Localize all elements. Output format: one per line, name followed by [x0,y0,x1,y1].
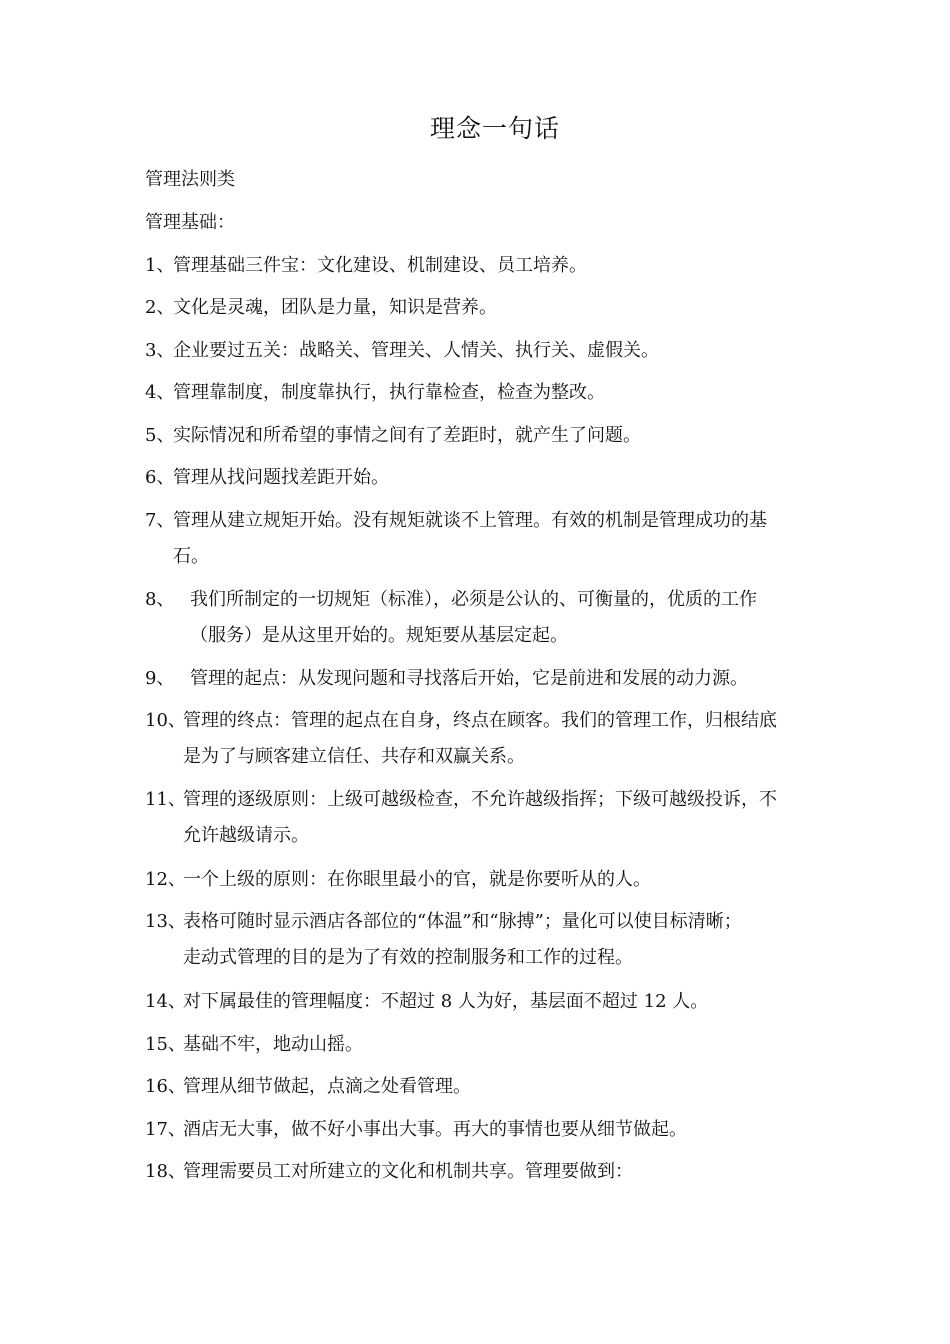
list-item-text: 管理靠制度，制度靠执行，执行靠检查，检查为整改。 [173,382,605,403]
list-item [145,1116,687,1144]
list-item-text: 我们所制定的一切规矩（标准），必须是公认的、可衡量的，优质的工作 [190,589,757,610]
list-item-number: 15、 [145,1034,186,1055]
list-item [145,464,389,492]
list-item [145,379,605,407]
page-title: 理念一句话 [429,114,560,143]
section-heading: 管理法则类 [145,169,235,190]
list-item [145,786,777,850]
list-item [145,252,587,280]
list-item [145,988,708,1016]
list-item [145,1158,633,1186]
list-item-text: 管理从细节做起，点滴之处看管理。 [183,1076,471,1097]
list-item-text: 一个上级的原则：在你眼里最小的官，就是你要听从的人。 [183,869,651,890]
list-item-text: 管理基础三件宝：文化建设、机制建设、员工培养。 [173,255,587,276]
list-item-number: 9、 [145,668,175,689]
list-item-text-continued: 允许越级请示。 [183,825,309,846]
list-item-number: 17、 [145,1119,186,1140]
list-item-text: 企业要过五关：战略关、管理关、人情关、执行关、虚假关。 [173,340,659,361]
list-item-text: 管理从找问题找差距开始。 [173,467,389,488]
list-item-text: 管理的起点：从发现问题和寻找落后开始，它是前进和发展的动力源。 [190,668,748,689]
list-item-number: 5、 [145,425,175,446]
list-item [145,908,742,972]
list-item-text: 酒店无大事，做不好小事出大事。再大的事情也要从细节做起。 [183,1119,687,1140]
list-item-text: 管理的终点：管理的起点在自身，终点在顾客。我们的管理工作，归根结底 [183,710,777,731]
list-item-number: 18、 [145,1161,186,1182]
list-item-number: 4、 [145,382,175,403]
list-item [145,1073,471,1101]
list-item-number: 7、 [145,510,175,531]
list-item-text: 实际情况和所希望的事情之间有了差距时，就产生了问题。 [173,425,641,446]
list-item-number: 13、 [145,911,186,932]
subsection-heading: 管理基础： [145,212,235,233]
list-item [145,586,757,650]
list-item [145,337,659,365]
list-item-text: 对下属最佳的管理幅度：不超过 8 人为好，基层面不超过 12 人。 [183,991,709,1012]
list-item-text-continued: 走动式管理的目的是为了有效的控制服务和工作的过程。 [183,947,633,968]
list-item-number: 1、 [145,255,175,276]
list-item-number: 2、 [145,297,175,318]
list-item-text-continued: 是为了与顾客建立信任、共存和双赢关系。 [183,746,525,767]
list-item-number: 6、 [145,467,175,488]
list-item [145,665,748,693]
list-item [145,707,777,771]
list-item [145,507,767,571]
list-item [145,422,641,450]
list-item [145,294,497,322]
list-item-number: 11、 [145,789,186,810]
list-item-number: 12、 [145,869,186,890]
list-item-text: 基础不牢，地动山摇。 [183,1034,363,1055]
list-item-text-continued: 石。 [173,546,209,567]
list-item [145,866,651,894]
list-item-number: 3、 [145,340,175,361]
list-item-text: 文化是灵魂，团队是力量，知识是营养。 [173,297,497,318]
list-item [145,1031,363,1059]
list-item-number: 10、 [145,710,186,731]
list-item-text-continued: （服务）是从这里开始的。规矩要从基层定起。 [190,625,568,646]
list-item-number: 14、 [145,991,186,1012]
list-item-number: 16、 [145,1076,186,1097]
list-item-text: 管理从建立规矩开始。没有规矩就谈不上管理。有效的机制是管理成功的基 [173,510,767,531]
list-item-text: 管理需要员工对所建立的文化和机制共享。管理要做到： [183,1161,633,1182]
list-item-text: 表格可随时显示酒店各部位的“体温”和“脉搏”；量化可以使目标清晰； [183,911,742,932]
list-item-number: 8、 [145,589,175,610]
list-item-text: 管理的逐级原则：上级可越级检查，不允许越级指挥；下级可越级投诉，不 [183,789,777,810]
